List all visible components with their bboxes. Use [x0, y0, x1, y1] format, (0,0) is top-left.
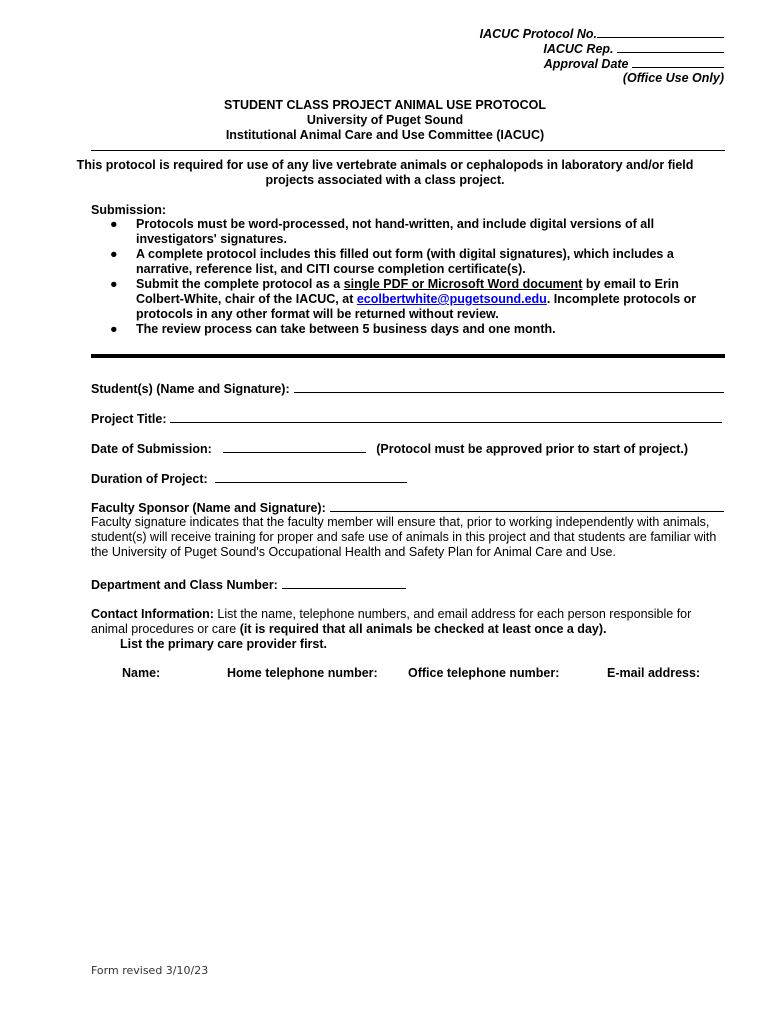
- email-link[interactable]: ecolbertwhite@pugetsound.edu: [356, 292, 547, 306]
- submission-item-1: Protocols must be word-processed, not hand-written, and include digital versions of all investigators' signatures.: [136, 217, 655, 246]
- bullet-icon: ●: [110, 247, 118, 261]
- office-rep: [543, 41, 724, 57]
- divider-thick: [91, 354, 725, 358]
- project-title-label: Project Title:: [91, 412, 167, 426]
- duration-field: [91, 471, 407, 487]
- col-email: E-mail address:: [607, 666, 701, 680]
- submission-item-4: The review process can take between 5 business days and one month.: [136, 322, 556, 336]
- approval-date-label: Approval Date: [543, 57, 629, 71]
- students-input-line[interactable]: [294, 381, 724, 393]
- bullet-icon: ●: [110, 217, 118, 231]
- list-item: [91, 277, 711, 322]
- office-approval: [544, 56, 724, 72]
- list-item: [91, 247, 711, 277]
- university-name: University of Puget Sound: [306, 113, 464, 127]
- project-title-input-line[interactable]: [170, 411, 722, 423]
- submission-item-2: A complete protocol includes this filled out form (with digital signatures), which includes a narrative, reference list, and CITI course completion certificate(s).: [136, 247, 674, 276]
- intro-line-1: This protocol is required for use of any live vertebrate animals or cephalopods in laboratory and/or field: [76, 158, 694, 172]
- col-home-phone: Home telephone number:: [227, 666, 378, 680]
- department-label: Department and Class Number:: [91, 578, 278, 592]
- submission-item-3a: Submit the complete protocol as a: [136, 277, 344, 291]
- faculty-note: Faculty signature indicates that the faculty member will ensure that, prior to working independently with animals, student(s) will receive training for proper and safe use of animals in this project and that students are familiar with the University of Puget Sound's Occupational Health and Safety Plan for Animal Care and Use.: [91, 515, 717, 559]
- committee-name: Institutional Animal Care and Use Committee (IACUC): [225, 128, 545, 142]
- bullet-icon: ●: [110, 322, 118, 336]
- date-note: (Protocol must be approved prior to start of project.): [376, 442, 689, 456]
- submission-format: single PDF or Microsoft Word document: [343, 277, 583, 291]
- protocol-no-line[interactable]: [597, 26, 724, 38]
- date-submission-input-line[interactable]: [223, 441, 366, 453]
- approval-date-line[interactable]: [632, 56, 724, 68]
- students-field: [91, 381, 724, 397]
- list-item: [91, 322, 711, 337]
- form-revised: Form revised 3/10/23: [91, 964, 209, 977]
- department-input-line[interactable]: [282, 577, 406, 589]
- contact-bold: (it is required that all animals be checked at least once a day).: [239, 622, 607, 636]
- submission-list: [91, 217, 711, 337]
- date-submission-label: Date of Submission:: [91, 442, 212, 456]
- faculty-field: [91, 500, 724, 516]
- list-item: [91, 217, 711, 247]
- intro-line-2: projects associated with a class project.: [265, 173, 505, 187]
- duration-input-line[interactable]: [215, 471, 407, 483]
- contact-text: List the name, telephone numbers, and email address for each person responsible for animal procedures or care: [91, 607, 692, 636]
- contact-info: [91, 607, 711, 637]
- duration-label: Duration of Project:: [91, 472, 208, 486]
- rep-line[interactable]: [617, 41, 724, 53]
- col-name: Name:: [122, 666, 161, 680]
- rep-label: IACUC Rep.: [543, 42, 614, 56]
- contact-label: Contact Information:: [91, 607, 214, 621]
- faculty-input-line[interactable]: [330, 500, 724, 512]
- office-protocol-no: [480, 26, 724, 42]
- divider-top: [91, 150, 725, 151]
- office-use-only: (Office Use Only): [622, 71, 724, 85]
- contact-primary: List the primary care provider first.: [120, 637, 328, 651]
- students-label: Student(s) (Name and Signature):: [91, 382, 290, 396]
- faculty-label: Faculty Sponsor (Name and Signature):: [91, 501, 326, 515]
- col-office-phone: Office telephone number:: [408, 666, 560, 680]
- submission-heading: Submission:: [91, 203, 167, 217]
- doc-title: STUDENT CLASS PROJECT ANIMAL USE PROTOCOL: [223, 98, 546, 112]
- project-title-field: [91, 411, 722, 427]
- department-field: [91, 577, 406, 593]
- bullet-icon: ●: [110, 277, 118, 291]
- date-submission-field: [91, 441, 688, 457]
- submission-item-3b: by email to Erin Colbert-White, chair of the IACUC, at: [136, 277, 679, 306]
- protocol-no-label: IACUC Protocol No.: [479, 27, 597, 41]
- submission-item-3c: . Incomplete protocols or protocols in any other format will be returned without review.: [136, 292, 697, 321]
